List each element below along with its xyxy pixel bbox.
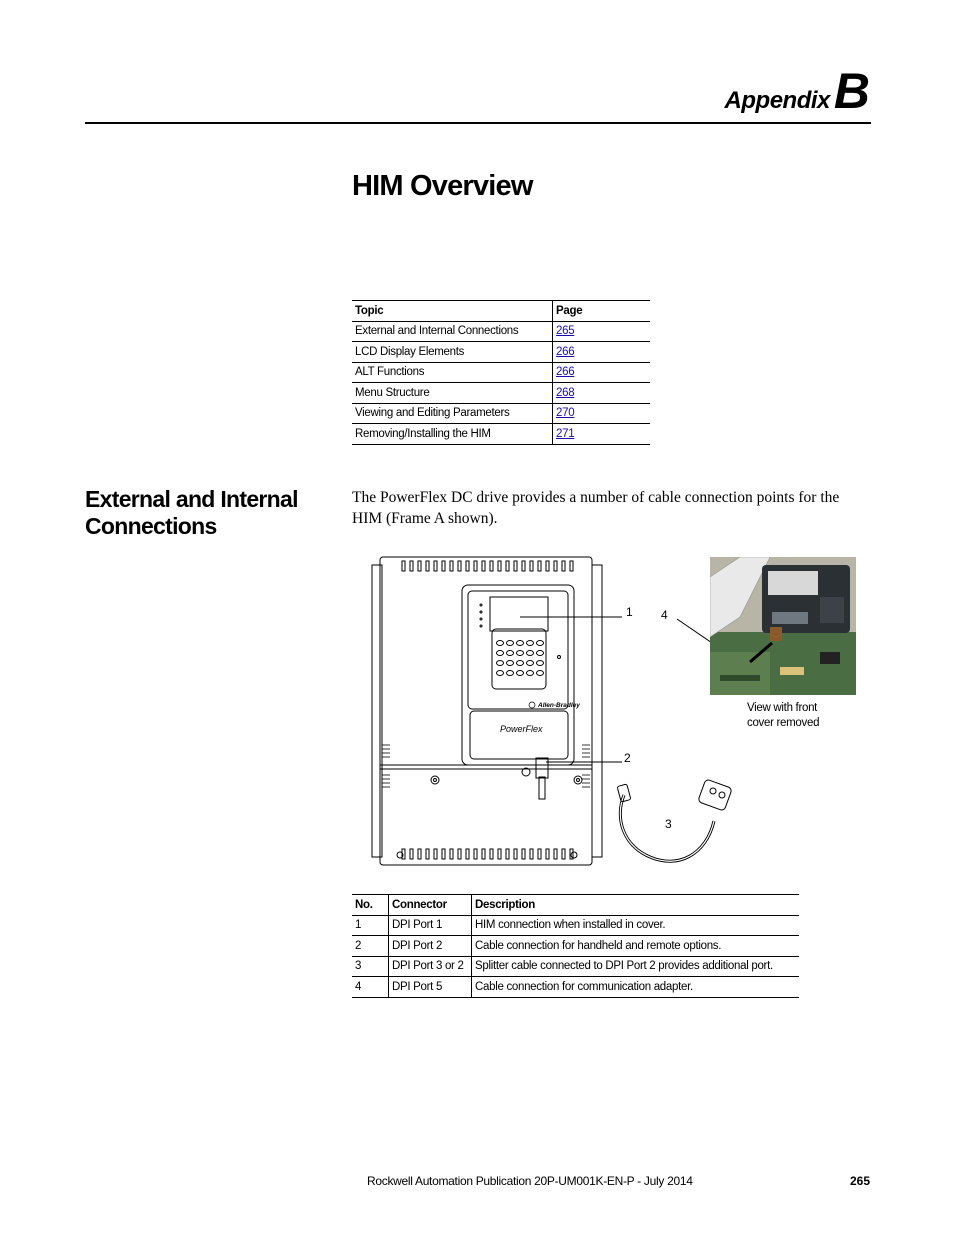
table-row (352, 321, 650, 342)
description-cell: Splitter cable connected to DPI Port 2 provides additional port. (472, 956, 800, 977)
page-title: HIM Overview (352, 170, 533, 202)
description-cell: Cable connection for communication adapter. (472, 977, 800, 998)
topic-cell: External and Internal Connections (352, 321, 553, 342)
connector-table (352, 894, 799, 998)
no-cell: 2 (352, 936, 389, 957)
table-row (352, 936, 799, 957)
footer-publication: Rockwell Automation Publication 20P-UM001K-EN-P - July 2014 (367, 1174, 693, 1188)
header-rule (85, 122, 871, 124)
page-link[interactable]: 265 (556, 325, 575, 338)
product-text: PowerFlex (500, 724, 543, 734)
topic-cell: Viewing and Editing Parameters (352, 403, 553, 424)
appendix-word: Appendix (724, 87, 830, 114)
callout-4: 4 (661, 608, 668, 622)
table-row (352, 383, 650, 404)
table-row (352, 977, 799, 998)
topics-header-row (352, 301, 650, 322)
connector-cell: DPI Port 5 (389, 977, 472, 998)
photo-caption (747, 701, 819, 731)
callout-1: 1 (626, 605, 633, 619)
page-cell (553, 424, 651, 445)
appendix-letter: B (833, 63, 870, 119)
keypad-keys (497, 641, 544, 676)
him-keypad (492, 629, 546, 689)
topics-header-topic: Topic (352, 301, 553, 322)
page-cell (553, 321, 651, 342)
connector-cell: DPI Port 2 (389, 936, 472, 957)
page-link[interactable]: 266 (556, 345, 575, 358)
splitter-head (698, 779, 733, 811)
table-row (352, 403, 650, 424)
intro-paragraph: The PowerFlex DC drive provides a number of cable connection points for the HIM (Frame A shown). (352, 489, 840, 527)
connector-cell: DPI Port 3 or 2 (389, 956, 472, 977)
callout-2: 2 (624, 751, 631, 765)
header-connector: Connector (389, 895, 472, 916)
description-cell: HIM connection when installed in cover. (472, 915, 800, 936)
page-link[interactable]: 270 (556, 407, 575, 420)
internal-photo (710, 557, 856, 695)
section-heading: External and Internal Connections (85, 486, 298, 539)
topics-table (352, 300, 650, 445)
table-row (352, 424, 650, 445)
connector-cell: DPI Port 1 (389, 915, 472, 936)
right-flange (592, 565, 602, 857)
footer-page-number: 265 (849, 1174, 870, 1188)
page-cell (553, 403, 651, 424)
callout-3: 3 (665, 817, 672, 831)
table-row (352, 956, 799, 977)
top-vent-slots (402, 561, 573, 571)
table-row (352, 342, 650, 363)
him-display (490, 597, 548, 631)
page-link[interactable]: 271 (556, 427, 575, 440)
page-link[interactable]: 266 (556, 366, 575, 379)
photo-caption-line-1: View with front (747, 702, 818, 714)
no-cell: 1 (352, 915, 389, 936)
description-cell: Cable connection for handheld and remote options. (472, 936, 800, 957)
photo-caption-line-2: cover removed (747, 717, 820, 729)
topic-cell: Menu Structure (352, 383, 553, 404)
no-cell: 3 (352, 956, 389, 977)
dpi-port-2-connector (536, 758, 548, 778)
topic-cell: ALT Functions (352, 362, 553, 383)
brand-text: Allen-Bradley (538, 702, 580, 709)
header-description: Description (472, 895, 800, 916)
table-row (352, 915, 799, 936)
header-no: No. (352, 895, 389, 916)
page-link[interactable]: 268 (556, 386, 575, 399)
topic-cell: LCD Display Elements (352, 342, 553, 363)
no-cell: 4 (352, 977, 389, 998)
page-cell (553, 342, 651, 363)
connector-header-row (352, 895, 799, 916)
topic-cell: Removing/Installing the HIM (352, 424, 553, 445)
table-row (352, 362, 650, 383)
page-cell (553, 383, 651, 404)
bottom-vent-slots (402, 849, 573, 859)
page-cell (553, 362, 651, 383)
topics-header-page: Page (553, 301, 651, 322)
appendix-label (725, 62, 870, 120)
